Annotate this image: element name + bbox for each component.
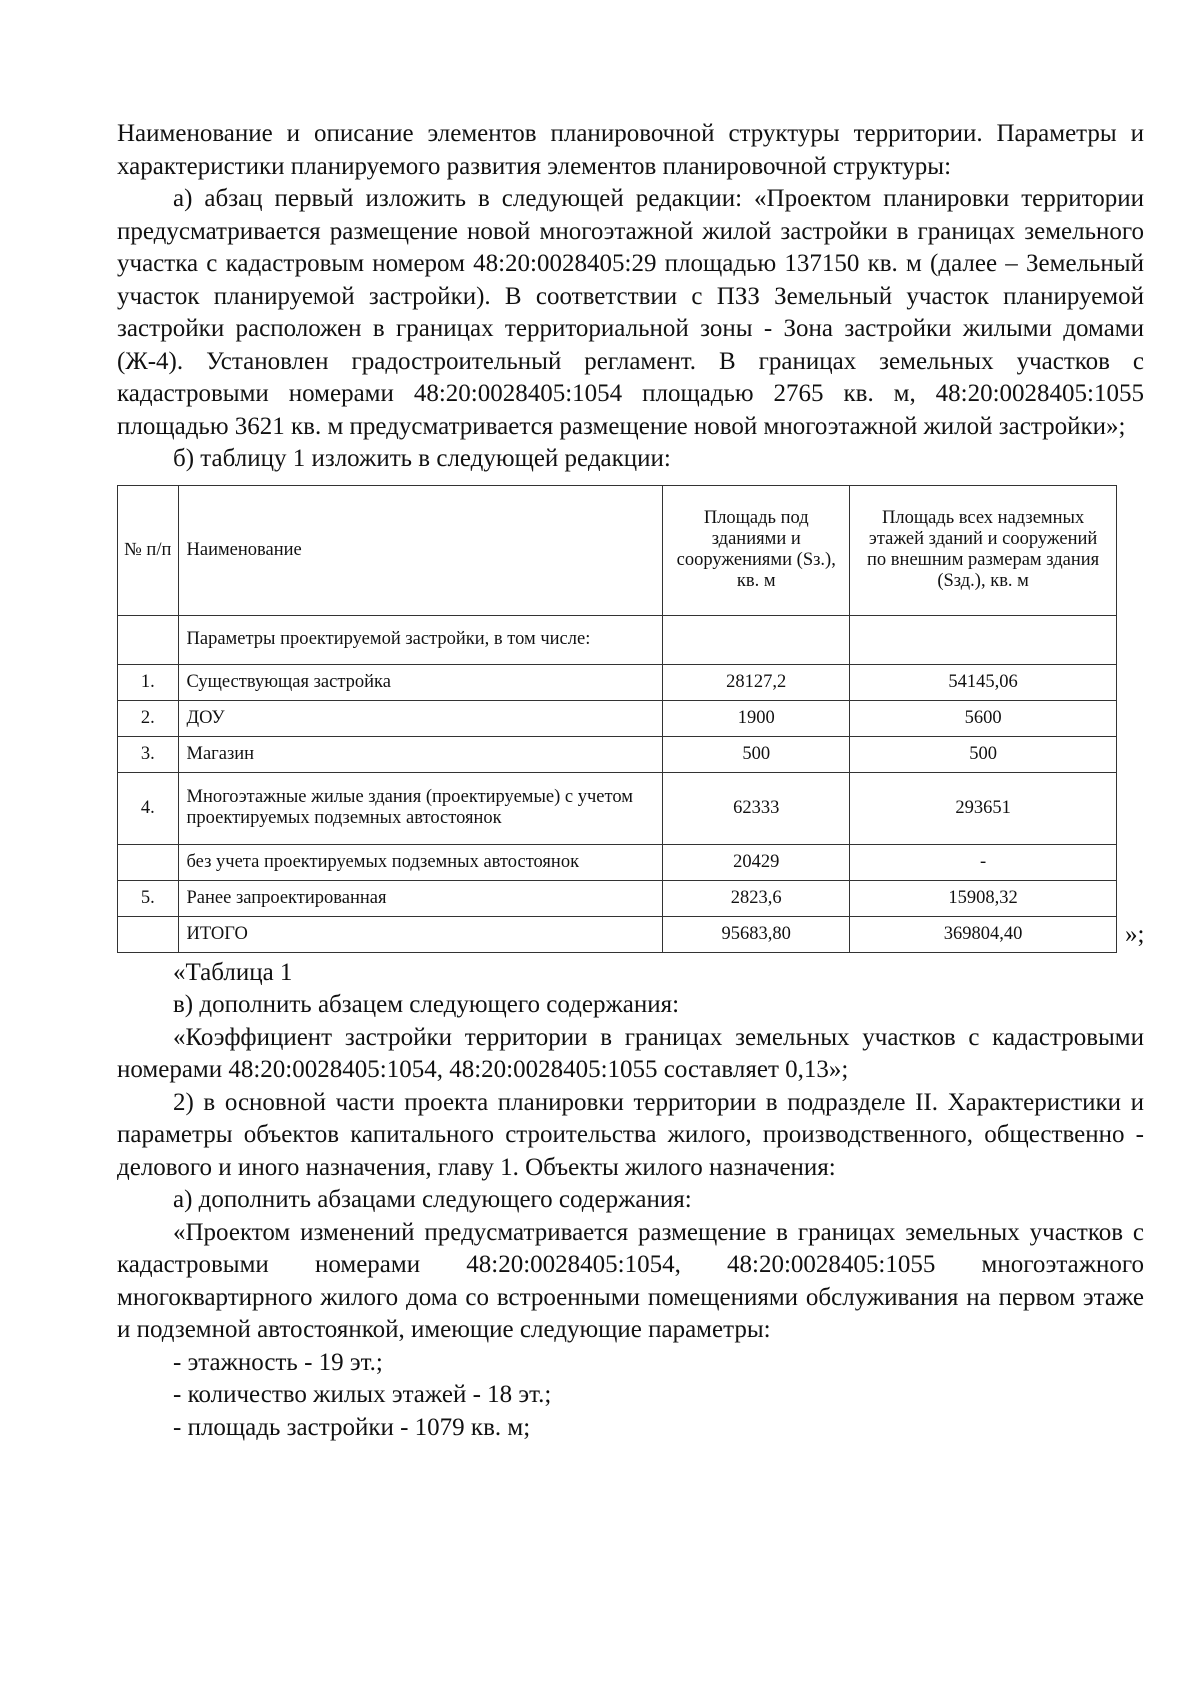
cell-area-all: 15908,32 [850, 880, 1117, 916]
cell-name: Ранее запроектированная [178, 880, 663, 916]
table-1-wrapper [117, 485, 1144, 953]
cell-area-under: 95683,80 [663, 916, 850, 952]
header-num: № п/п [118, 485, 179, 615]
header-area-under: Площадь под зданиями и сооружениями (Sз.), кв. м [663, 485, 850, 615]
paragraph-section-title: Наименование и описание элементов планировочной структуры территории. Параметры и характеристики планируемого развития элементов планировочной структуры: [117, 120, 1144, 180]
paragraph-2-main-part: 2) в основной части проекта планировки территории в подразделе II. Характеристики и параметры объектов капитального строительства жилого, производственного, общественно - делового и иного назначения, главу 1. Объекты жилого назначения: [117, 1088, 1144, 1181]
table-closing-quote: »; [1125, 920, 1145, 948]
table-row [118, 700, 1117, 736]
cell-name: Существующая застройка [178, 664, 663, 700]
paragraph-b-table: б) таблицу 1 изложить в следующей редакции: [173, 445, 671, 472]
paragraph-a-add: а) дополнить абзацами следующего содержания: [173, 1186, 692, 1213]
table-row [118, 736, 1117, 772]
table-row [118, 844, 1117, 880]
cell-area-all: 500 [850, 736, 1117, 772]
cell-name: Параметры проектируемой застройки, в том числе: [178, 615, 663, 664]
cell-area-all: 54145,06 [850, 664, 1117, 700]
cell-name: Многоэтажные жилые здания (проектируемые) с учетом проектируемых подземных автостоянок [178, 772, 663, 844]
cell-name: ДОУ [178, 700, 663, 736]
cell-area-all [850, 615, 1117, 664]
paragraph-c-add: в) дополнить абзацем следующего содержания: [173, 991, 680, 1018]
table-row [118, 664, 1117, 700]
cell-num: 5. [118, 880, 179, 916]
paragraph-project-changes: «Проектом изменений предусматривается размещение в границах земельных участков с кадастровыми номерами 48:20:0028405:1054, 48:20:0028405:1055 многоэтажного многоквартирного жилого дома со встроенными помещениями обслуживания на первом этаже и подземной автостоянкой, имеющие следующие параметры: [117, 1218, 1144, 1343]
cell-name: Магазин [178, 736, 663, 772]
table-1 [117, 485, 1117, 953]
cell-area-under: 1900 [663, 700, 850, 736]
table-header-row [118, 485, 1117, 615]
header-area-all: Площадь всех надземных этажей зданий и сооружений по внешним размерам здания (Sзд.), кв. м [850, 485, 1117, 615]
table-row-total [118, 916, 1117, 952]
paragraph-a-first: а) абзац первый изложить в следующей редакции: «Проектом планировки территории предусматривается размещение новой многоэтажной жилой застройки в границах земельного участка с кадастровым номером 48:20:0028405:29 площадью 137150 кв. м (далее – Земельный участок планируемой застройки). В соответствии с ПЗЗ Земельный участок планируемой застройки расположен в границах территориальной зоны - Зона застройки жилыми домами (Ж-4). Установлен градостроительный регламент. В границах земельных участков с кадастровыми номерами 48:20:0028405:1054 площадью 2765 кв. м, 48:20:0028405:1055 площадью 3621 кв. м предусматривается размещение новой многоэтажной жилой застройки»; [117, 185, 1144, 440]
cell-num: 4. [118, 772, 179, 844]
table-row [118, 615, 1117, 664]
cell-num [118, 916, 179, 952]
paragraph-coefficient: «Коэффициент застройки территории в границах земельных участков с кадастровыми номерами 48:20:0028405:1054, 48:20:0028405:1055 составляет 0,13»; [117, 1023, 1144, 1083]
document-page [117, 118, 1144, 1444]
cell-num: 2. [118, 700, 179, 736]
cell-area-under: 28127,2 [663, 664, 850, 700]
table-row [118, 772, 1117, 844]
cell-area-under: 62333 [663, 772, 850, 844]
cell-area-under: 500 [663, 736, 850, 772]
cell-area-all: 369804,40 [850, 916, 1117, 952]
cell-area-under [663, 615, 850, 664]
header-name: Наименование [178, 485, 663, 615]
list-item: - этажность - 19 эт.; [173, 1348, 383, 1376]
cell-num [118, 615, 179, 664]
cell-num [118, 844, 179, 880]
cell-name: без учета проектируемых подземных автостоянок [178, 844, 663, 880]
list-item: - площадь застройки - 1079 кв. м; [173, 1413, 531, 1441]
list-item: - количество жилых этажей - 18 эт.; [173, 1381, 552, 1408]
cell-area-all: - [850, 844, 1117, 880]
cell-num: 1. [118, 664, 179, 700]
table-row [118, 880, 1117, 916]
cell-name: ИТОГО [178, 916, 663, 952]
cell-area-all: 293651 [850, 772, 1117, 844]
cell-num: 3. [118, 736, 179, 772]
cell-area-under: 20429 [663, 844, 850, 880]
cell-area-all: 5600 [850, 700, 1117, 736]
cell-area-under: 2823,6 [663, 880, 850, 916]
paragraph-table-caption: «Таблица 1 [173, 958, 293, 986]
